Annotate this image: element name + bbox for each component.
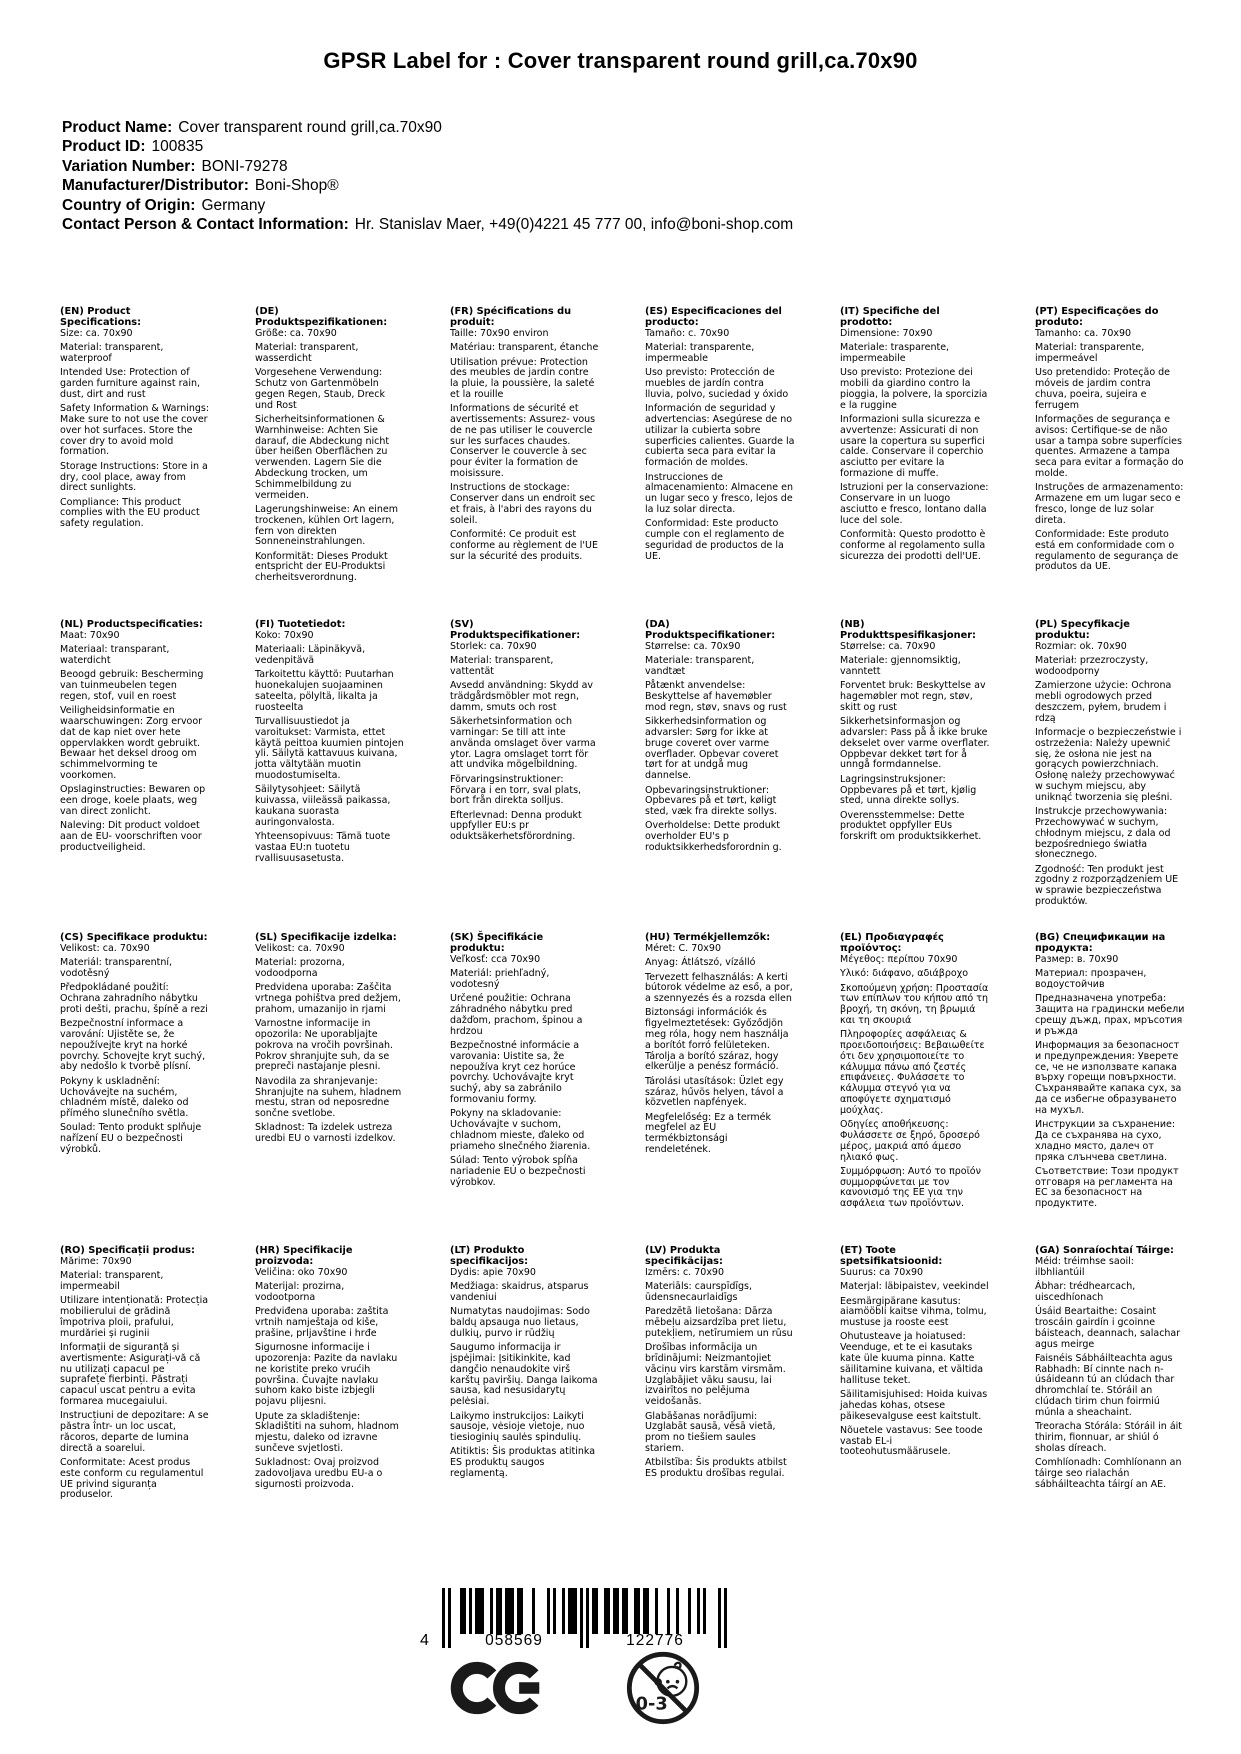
- spec-paragraph: Bezpečnostné informácie a varovania: Uistite sa, že nepoužíva kryt cez horúce povrchy. Uchovávajte kryt suchý, aby sa zabránilo formovaniu formy.: [450, 1040, 580, 1106]
- manufacturer-value: Boni-Shop®: [254, 177, 339, 195]
- spec-paragraph: Atbilstība: Šis produkts atbilst ES produktu drošības regulai.: [645, 1457, 787, 1480]
- country-of-origin-label: Country of Origin:: [62, 196, 196, 214]
- spec-paragraph: Sigurnosne informacije i upozorenja: Pazite da navlaku ne koristite preko vrućih površina. Čuvajte navlaku suhom kako biste izbjegli pojavu plijesni.: [255, 1342, 398, 1408]
- spec-paragraph: Información de seguridad y advertencias: Asegúrese de no utilizar la cubierta sobre superficies calientes. Guarde la cubierta seca para evitar la formación de moldes.: [645, 403, 795, 469]
- spec-paragraph: Informações de segurança e avisos: Certifique-se de não usar a tampa sobre superfícies quentes. Armazene a tampa seca para evitar a formação do molde.: [1035, 414, 1184, 480]
- spec-heading-fi: (FI) Tuotetiedot:: [255, 619, 346, 630]
- age-warning-text: 0-3: [635, 1694, 668, 1715]
- spec-block-el: [840, 932, 990, 1245]
- spec-paragraph: Tamaño: c. 70x90: [645, 328, 730, 339]
- spec-paragraph: Sikkerhetsinformasjon og advarsler: Pass på å ikke bruke dekselet over varme overflater. Oppbevar dekket tørt for å unngå formdannelse.: [840, 716, 990, 771]
- spec-heading-hr: (HR) Specifikacije proizvoda:: [255, 1245, 353, 1267]
- spec-paragraph: Conformidad: Este producto cumple con el reglamento de seguridad de productos de la UE.: [645, 518, 785, 562]
- spec-paragraph: Laikymo instrukcijos: Laikyti sausoje, vėsioje vietoje, nuo tiesioginių saulės spindulių.: [450, 1410, 585, 1444]
- spec-paragraph: Medžiaga: skaidrus, atsparus vandeniui: [450, 1281, 589, 1304]
- product-id-value: 100835: [151, 138, 204, 156]
- spec-paragraph: Инструкции за съхранение: Да се съхранява на сухо, хладно място, далеч от пряка слънчева светлина.: [1035, 1119, 1176, 1163]
- country-of-origin-line: [62, 196, 793, 215]
- spec-paragraph: Μέγεθος: περίπου 70x90: [840, 954, 958, 965]
- spec-paragraph: Forventet bruk: Beskyttelse av hagemøbler mot regn, støv, skitt og rust: [840, 680, 986, 713]
- spec-paragraph: Dydis: apie 70x90: [450, 1267, 536, 1278]
- spec-heading-en: (EN) Product Specifications:: [60, 306, 142, 328]
- spec-heading-et: (ET) Toote spetsifikatsioonid:: [840, 1245, 943, 1267]
- spec-paragraph: Uso previsto: Protección de muebles de jardín contra lluvia, polvo, suciedad y óxido: [645, 367, 789, 400]
- spec-block-lt: [450, 1245, 600, 1558]
- spec-block-nl: [60, 619, 210, 932]
- spec-paragraph: Nõuetele vastavus: See toode vastab EL-i tooteohutusmäärusele.: [840, 1424, 983, 1458]
- spec-paragraph: Efterlevnad: Denna produkt uppfyller EU:s pr oduktsäkerhetsförordning.: [450, 809, 582, 843]
- spec-paragraph: Comhlíonadh: Comhlíonann an táirge seo rialachán sábháilteachta táirgí an AE.: [1035, 1457, 1182, 1490]
- spec-paragraph: Instruções de armazenamento: Armazene em um lugar seco e fresco, longe de luz solar direta.: [1035, 482, 1184, 526]
- spec-paragraph: Faisnéis Sábháilteachta agus Rabhadh: Bí cinnte nach n-úsáideann tú an clúdach thar dhromchlaí te. Stóráil an clúdach tirim chun foirmiú múnla a sheachaint.: [1035, 1352, 1175, 1418]
- spec-heading-hu: (HU) Termékjellemzők:: [645, 932, 771, 943]
- spec-paragraph: Informații de siguranță și avertismente: Asigurați-vă că nu utilizați capacul pe suprafețe fierbinți. Păstrați capacul uscat pentru a evita formarea mucegaiului.: [60, 1342, 201, 1408]
- spec-paragraph: Conformità: Questo prodotto è conforme al regolamento sulla sicurezza dei prodotti dell'UE.: [840, 529, 986, 562]
- spec-block-lv: [645, 1245, 795, 1558]
- spec-paragraph: Anyag: Átlátszó, vízálló: [645, 957, 756, 969]
- spec-paragraph: Säilitamisjuhised: Hoida kuivas jahedas kohas, otsese päikesevalguse eest kaitstult.: [840, 1388, 988, 1422]
- ean13-barcode: [420, 1588, 730, 1654]
- spec-paragraph: Určené použitie: Ochrana záhradného nábytku pred dažďom, prachom, špinou a hrdzou: [450, 993, 583, 1037]
- product-name-value: Cover transparent round grill,ca.70x90: [178, 119, 442, 136]
- spec-heading-sv: (SV) Produktspecifikationer:: [450, 619, 581, 641]
- spec-paragraph: Sukladnost: Ovaj proizvod zadovoljava uredbu EU-a o sigurnosti proizvoda.: [255, 1457, 383, 1490]
- spec-paragraph: Instrucțiuni de depozitare: A se păstra într- un loc uscat, răcoros, departe de lumina directă a soarelui.: [60, 1410, 209, 1454]
- spec-block-it: [840, 306, 990, 619]
- spec-heading-cs: (CS) Specifikace produktu:: [60, 932, 208, 943]
- spec-paragraph: Overensstemmelse: Dette produktet oppfyller EUs forskrift om produktsikkerhet.: [840, 809, 982, 843]
- spec-block-en: [60, 306, 210, 619]
- age-warning-0-3-icon: [626, 1651, 700, 1725]
- variation-number-value: BONI-79278: [201, 157, 288, 175]
- spec-block-cs: [60, 932, 210, 1245]
- spec-paragraph: Paredzētā lietošana: Dārza mēbeļu aizsardzība pret lietu, putekļiem, netīrumiem un rūsu: [645, 1306, 793, 1339]
- country-of-origin-value: Germany: [201, 196, 266, 214]
- spec-paragraph: Uso previsto: Protezione dei mobili da giardino contro la pioggia, la polvere, la sporcizia e la ruggine: [840, 367, 988, 411]
- spec-paragraph: Intended Use: Protection of garden furniture against rain, dust, dirt and rust: [60, 367, 201, 400]
- spec-paragraph: Mărime: 70x90: [60, 1256, 132, 1267]
- spec-heading-it: (IT) Specifiche del prodotto:: [840, 306, 940, 328]
- spec-paragraph: Méid: tréimhse saoil: ilbhliantúil: [1035, 1256, 1134, 1278]
- ce-mark-icon: [450, 1660, 546, 1716]
- spec-paragraph: Izmērs: c. 70x90: [645, 1267, 725, 1278]
- spec-block-sk: [450, 932, 600, 1245]
- spec-paragraph: Conformitate: Acest produs este conform cu regulamentul UE privind siguranța produselor.: [60, 1457, 204, 1501]
- spec-block-bg: [1035, 932, 1185, 1245]
- spec-paragraph: Eesmärgipärane kasutus: aiamööbli kaitse vihma, tolmu, mustuse ja rooste eest: [840, 1295, 987, 1329]
- spec-block-fr: [450, 306, 600, 619]
- spec-paragraph: Materiale: gjennomsiktig, vanntett: [840, 655, 961, 678]
- spec-paragraph: Biztonsági információk és figyelmeztetések: Győződjön meg róla, hogy nem használja a borítót forró felületeken. Tárolja a borító száraz, hogy elkerülje a penész formáció.: [645, 1007, 789, 1073]
- spec-paragraph: Pokyny k uskladnění: Uchovávejte na suchém, chladném místě, daleko od přímého slunečního světla.: [60, 1075, 189, 1120]
- spec-paragraph: Overholdelse: Dette produkt overholder EU's p roduktsikkerhedsforordnin g.: [645, 820, 782, 854]
- spec-paragraph: Größe: ca. 70x90: [255, 328, 337, 339]
- spec-block-es: [645, 306, 795, 619]
- spec-paragraph: Материал: прозрачен, водоустойчив: [1035, 968, 1147, 991]
- spec-paragraph: Opslaginstructies: Bewaren op een droge, koele plaats, weg van direct zonlicht.: [60, 784, 206, 817]
- spec-paragraph: Υλικό: διάφανο, αδιάβροχο: [840, 968, 969, 980]
- spec-heading-sl: (SL) Specifikacije izdelka:: [255, 932, 397, 943]
- spec-block-hu: [645, 932, 795, 1245]
- spec-paragraph: Ohutusteave ja hoiatused: Veenduge, et te ei kasutaks kate üle kuuma pinna. Katte säilitamine kuivana, et vältida hallituse teket.: [840, 1331, 984, 1386]
- spec-paragraph: Предназначена употреба: Защита на градински мебели срещу дъжд, прах, мръсотия и ръжда: [1035, 993, 1185, 1037]
- spec-paragraph: Materjal: läbipaistev, veekindel: [840, 1281, 989, 1293]
- spec-paragraph: Instrukcje przechowywania: Przechowywać w suchym, chłodnym miejscu, z dala od bezpośredniego światła słonecznego.: [1035, 806, 1171, 861]
- contact-value: Hr. Stanislav Maer, +49(0)4221 45 777 00, info@boni-shop.com: [354, 216, 794, 234]
- spec-paragraph: Størrelse: ca. 70x90: [645, 641, 741, 652]
- spec-paragraph: Megfelelőség: Ez a termék megfelel az EU termékbiztonsági rendeletének.: [645, 1111, 772, 1156]
- spec-paragraph: Dimensione: 70x90: [840, 328, 933, 339]
- spec-paragraph: Informations de sécurité et avertissements: Assurez- vous de ne pas utiliser le couvercle sur les surfaces chaudes. Conserver le couvercle à sec pour éviter la formation de moisissure.: [450, 403, 596, 480]
- spec-paragraph: Material: prozorna, vodoodporna: [255, 957, 345, 980]
- spec-heading-de: (DE) Produktspezifikationen:: [255, 306, 388, 328]
- barcode-lead-digit: 4: [420, 1632, 429, 1649]
- product-name-line: [62, 118, 793, 137]
- spec-paragraph: Předpokládané použití: Ochrana zahradního nábytku proti dešti, prachu, špíně a rezi: [60, 982, 208, 1015]
- spec-paragraph: Conformité: Ce produit est conforme au règlement de l'UE sur la sécurité des produits.: [450, 529, 598, 562]
- contact-label: Contact Person & Contact Information:: [62, 216, 349, 234]
- spec-paragraph: Utilizare intenționată: Protecția mobilierului de grădină împotriva ploii, prafului, murdăriei și ruginii: [60, 1295, 209, 1339]
- spec-paragraph: Méret: C. 70x90: [645, 943, 721, 954]
- spec-paragraph: Påtænkt anvendelse: Beskyttelse af havemøbler mod regn, støv, snavs og rust: [645, 680, 787, 713]
- spec-paragraph: Storlek: ca. 70x90: [450, 641, 537, 652]
- spec-block-da: [645, 619, 795, 932]
- spec-paragraph: Koko: 70x90: [255, 630, 314, 641]
- spec-grid: [60, 306, 1185, 1558]
- spec-paragraph: Materiál: transparentní, vodotěsný: [60, 957, 173, 980]
- spec-paragraph: Drošības informācija un brīdinājumi: Neizmantojiet vāciņu virs karstām virsmām. Uzglabājiet vāku sausu, lai izvairītos no pelējuma veidošanās.: [645, 1342, 786, 1408]
- manufacturer-label: Manufacturer/Distributor:: [62, 177, 249, 195]
- spec-heading-ga: (GA) Sonraíochtaí Táirge:: [1035, 1245, 1174, 1256]
- spec-heading-fr: (FR) Spécifications du produit:: [450, 306, 572, 328]
- spec-paragraph: Size: ca. 70x90: [60, 328, 133, 339]
- spec-paragraph: Uso pretendido: Proteção de móveis de jardim contra chuva, poeira, sujeira e ferrugem: [1035, 367, 1171, 411]
- spec-paragraph: Atitiktis: Šis produktas atitinka ES produktų saugos reglamentą.: [450, 1446, 596, 1480]
- spec-paragraph: Predviđena uporaba: zaštita vrtnih namještaja od kiše, prašine, prljavštine i hrđe: [255, 1306, 389, 1339]
- spec-paragraph: Pokyny na skladovanie: Uchovávajte v suchom, chladnom mieste, ďaleko od priameho slnečného žiarenia.: [450, 1108, 591, 1152]
- variation-number-label: Variation Number:: [62, 157, 196, 175]
- spec-paragraph: Instrucciones de almacenamiento: Almacene en un lugar seco y fresco, lejos de la luz solar directa.: [645, 471, 793, 515]
- spec-block-sv: [450, 619, 600, 932]
- spec-block-nb: [840, 619, 990, 932]
- spec-paragraph: Lagringsinstruksjoner: Oppbevares på et tørt, kjølig sted, unna direkte sollys.: [840, 773, 977, 807]
- spec-paragraph: Materiale: trasparente, impermeabile: [840, 342, 950, 365]
- contact-line: [62, 215, 793, 234]
- product-id-line: [62, 137, 793, 156]
- spec-paragraph: Bezpečnostní informace a varování: Ujistěte se, že nepoužívejte kryt na horké povrchy. Schovejte kryt suchý, aby nedošlo k tvorbě plísní.: [60, 1018, 206, 1073]
- spec-paragraph: Lagerungshinweise: An einem trockenen, kühlen Ort lagern, fern von direkten Sonneneinstrahlungen.: [255, 503, 399, 548]
- spec-paragraph: Predvidena uporaba: Zaščita vrtnega pohištva pred dežjem, prahom, umazanijo in rjami: [255, 982, 401, 1015]
- spec-paragraph: Informazioni sulla sicurezza e avvertenze: Assicurati di non usare la copertura su superfici calde. Conservare il coperchio asciutto per evitare la formazione di muffe.: [840, 414, 985, 480]
- spec-paragraph: Veiligheidsinformatie en waarschuwingen: Zorg ervoor dat de kap niet over hete oppervlakken wordt gebruikt. Bewaar het deksel droog om schimmelvorming te voorkomen.: [60, 705, 203, 782]
- product-id-label: Product ID:: [62, 138, 146, 156]
- spec-paragraph: Numatytas naudojimas: Sodo baldų apsauga nuo lietaus, dulkių, purvo ir rūdžių: [450, 1306, 590, 1339]
- spec-paragraph: Utilisation prévue: Protection des meubles de jardin contre la pluie, la poussière, la saleté et la rouille: [450, 356, 595, 400]
- spec-paragraph: Opbevaringsinstruktioner: Opbevares på et tørt, køligt sted, væk fra direkte sollys.: [645, 784, 778, 818]
- spec-paragraph: Zgodność: Ten produkt jest zgodny z rozporządzeniem UE w sprawie bezpieczeństwa produktów.: [1035, 863, 1179, 908]
- barcode-digits-right: 122776: [626, 1632, 684, 1649]
- spec-paragraph: Material: transparent, wasserdicht: [255, 342, 359, 365]
- manufacturer-line: [62, 176, 793, 195]
- spec-paragraph: Veličina: oko 70x90: [255, 1267, 348, 1278]
- spec-block-de: [255, 306, 405, 619]
- spec-paragraph: Storage Instructions: Store in a dry, cool place, away from direct sunlights.: [60, 460, 208, 494]
- spec-paragraph: Naleving: Dit product voldoet aan de EU- voorschriften voor productveiligheid.: [60, 820, 202, 853]
- spec-paragraph: Информация за безопасност и предупреждения: Уверете се, че не използвате капака върху горещи повърхности. Съхранявайте капака сух, за да се избегне образуването на мухъл.: [1035, 1040, 1182, 1116]
- spec-paragraph: Taille: 70x90 environ: [450, 328, 549, 339]
- spec-paragraph: Sicherheitsinformationen & Warnhinweise: Achten Sie darauf, die Abdeckung nicht über heißen Oberflächen zu verwenden. Lagern Sie die Abdeckung trocken, um Schimmelbildung zu vermeiden.: [255, 414, 390, 501]
- spec-paragraph: Materiał: przezroczysty, wodoodporny: [1035, 655, 1149, 678]
- spec-paragraph: Säkerhetsinformation och varningar: Se till att inte använda omslaget över varma ytor. Lagra omslaget torrt för att undvika mögelbildning.: [450, 716, 596, 771]
- spec-paragraph: Størrelse: ca. 70x90: [840, 641, 936, 652]
- spec-paragraph: Materijal: prozirna, vodootporna: [255, 1281, 345, 1304]
- spec-paragraph: Material: transparent, waterproof: [60, 342, 164, 365]
- spec-paragraph: Materiale: transparent, vandtæt: [645, 655, 755, 678]
- barcode-digits-left: 058569: [485, 1632, 543, 1649]
- spec-block-sl: [255, 932, 405, 1245]
- spec-paragraph: Съответствие: Този продукт отговаря на регламента на ЕС за безопасност на продуктите.: [1035, 1165, 1179, 1210]
- spec-paragraph: Rozmiar: ok. 70x90: [1035, 641, 1127, 652]
- spec-paragraph: Material: transparent, vattentät: [450, 655, 554, 678]
- spec-block-ro: [60, 1245, 210, 1558]
- spec-heading-pt: (PT) Especificações do produto:: [1035, 306, 1159, 328]
- spec-paragraph: Matériau: transparent, étanche: [450, 342, 599, 354]
- spec-block-pt: [1035, 306, 1185, 619]
- spec-paragraph: Material: transparente, impermeável: [1035, 342, 1145, 365]
- spec-heading-es: (ES) Especificaciones del producto:: [645, 306, 782, 328]
- spec-block-pl: [1035, 619, 1185, 932]
- spec-paragraph: Materiāls: caurspīdīgs, ūdensnecaurlaidīgs: [645, 1281, 753, 1304]
- spec-paragraph: Material: transparente, impermeable: [645, 342, 755, 365]
- spec-paragraph: Treoracha Stórála: Stóráil in áit thirim, fionnuar, ar shiúl ó sholas díreach.: [1035, 1421, 1183, 1454]
- spec-paragraph: Tarkoitettu käyttö: Puutarhan huonekalujen suojaaminen sateelta, pölyltä, likalta ja ruosteelta: [255, 669, 394, 713]
- spec-paragraph: Skladnost: Ta izdelek ustreza uredbi EU o varnosti izdelkov.: [255, 1122, 396, 1145]
- spec-paragraph: Saugumo informacija ir įspėjimai: Įsitikinkite, kad dangčio nenaudokite virš karštų paviršių. Danga laikoma sausa, kad nesusidarytų pelėsiai.: [450, 1342, 598, 1408]
- spec-paragraph: Súlad: Tento výrobok spĺňa nariadenie EÚ o bezpečnosti výrobkov.: [450, 1155, 586, 1188]
- spec-heading-da: (DA) Produktspecifikationer:: [645, 619, 776, 641]
- spec-paragraph: Tervezett felhasználás: A kerti bútorok védelme az eső, a por, a szennyezés és a rozsda ellen: [645, 971, 793, 1005]
- spec-paragraph: Säilytysohjeet: Säilytä kuivassa, viileässä paikassa, kaukana suorasta auringonvalosta.: [255, 784, 391, 828]
- spec-paragraph: Zamierzone użycie: Ochrona mebli ogrodowych przed deszczem, pyłem, brudem i rdzą: [1035, 680, 1172, 724]
- spec-block-hr: [255, 1245, 405, 1558]
- spec-paragraph: Soulad: Tento produkt splňuje nařízení EU o bezpečnosti výrobků.: [60, 1122, 202, 1156]
- spec-paragraph: Yhteensopivuus: Tämä tuote vastaa EU:n tuotetu rvallisuusasetusta.: [255, 831, 391, 864]
- spec-paragraph: Σκοπούμενη χρήση: Προστασία των επίπλων του κήπου από τη βροχή, τη σκόνη, τη βρωμιά και τη σκουριά: [840, 982, 989, 1026]
- spec-paragraph: Avsedd användning: Skydd av trädgårdsmöbler mot regn, damm, smuts och rost: [450, 680, 594, 713]
- spec-paragraph: Upute za skladištenje: Skladištiti na suhom, hladnom mjestu, daleko od izravne sunčeve svjetlosti.: [255, 1410, 399, 1454]
- spec-heading-bg: (BG) Спецификации на продукта:: [1035, 932, 1166, 954]
- spec-paragraph: Materiaal: transparant, waterdicht: [60, 644, 170, 667]
- spec-paragraph: Glabāšanas norādījumi: Uzglabāt sausā, vēsā vietā, prom no tiešiem saules stariem.: [645, 1410, 776, 1454]
- spec-paragraph: Vorgesehene Verwendung: Schutz von Gartenmöbeln gegen Regen, Staub, Dreck und Rost: [255, 367, 385, 411]
- page-title: GPSR Label for : Cover transparent round grill,ca.70x90: [323, 48, 918, 73]
- spec-paragraph: Varnostne informacije in opozorila: Ne uporabljajte pokrova na vročih površinah. Pokrov shranjujte suh, da se prepreči nastajanje plesni.: [255, 1018, 394, 1073]
- spec-block-fi: [255, 619, 405, 932]
- spec-paragraph: Informacje o bezpieczeństwie i ostrzeżenia: Należy upewnić się, że osłona nie jest na gorących powierzchniach. Osłonę należy przechowywać w suchym miejscu, aby uniknąć tworzenia się pleśni.: [1035, 727, 1182, 803]
- spec-heading-lt: (LT) Produkto specifikacijos:: [450, 1245, 529, 1267]
- spec-paragraph: Πληροφορίες ασφάλειας & προειδοποιήσεις: Βεβαιωθείτε ότι δεν χρησιμοποιείτε το κάλυμμα πάνω από ζεστές επιφάνειες. Φυλάσσετε το κάλυμμα στεγνό για να αποφύγετε σχηματισμό μούχλας.: [840, 1029, 985, 1116]
- spec-paragraph: Συμμόρφωση: Αυτό το προϊόν συμμορφώνεται με τον κανονισμό της ΕΕ για την ασφάλεια των προϊόντων.: [840, 1165, 981, 1210]
- spec-paragraph: Förvaringsinstruktioner: Förvara i en torr, sval plats, bort från direkta solljus.: [450, 773, 582, 807]
- spec-paragraph: Tárolási utasítások: Üzlet egy száraz, hűvös helyen, távol a közvetlen napfények.: [645, 1075, 784, 1109]
- spec-heading-ro: (RO) Specificații produs:: [60, 1245, 195, 1256]
- spec-heading-nb: (NB) Produkttspesifikasjoner:: [840, 619, 976, 641]
- spec-paragraph: Materiaali: Läpinäkyvä, vedenpitävä: [255, 644, 366, 667]
- variation-number-line: [62, 157, 793, 176]
- spec-heading-pl: (PL) Specyfikacje produktu:: [1035, 619, 1130, 641]
- spec-heading-el: (EL) Προδιαγραφές προϊόντος:: [840, 932, 944, 954]
- spec-paragraph: Ábhar: trédhearcach, uiscedhíonach: [1035, 1281, 1136, 1303]
- spec-paragraph: Suurus: ca 70x90: [840, 1267, 924, 1278]
- spec-paragraph: Размер: в. 70x90: [1035, 954, 1119, 965]
- spec-paragraph: Οδηγίες αποθήκευσης: Φυλάσσετε σε ξηρό, δροσερό μέρος, μακριά από άμεσο ηλιακό φως.: [840, 1119, 980, 1163]
- spec-paragraph: Instructions de stockage: Conserver dans un endroit sec et frais, à l'abri des rayons du soleil.: [450, 482, 596, 526]
- spec-paragraph: Konformität: Dieses Produkt entspricht der EU-Produktsi cherheitsverordnung.: [255, 550, 388, 584]
- spec-paragraph: Beoogd gebruik: Bescherming van tuinmeubelen tegen regen, stof, vuil en roest: [60, 669, 204, 702]
- spec-heading-lv: (LV) Produkta specifikācijas:: [645, 1245, 723, 1267]
- spec-paragraph: Istruzioni per la conservazione: Conservare in un luogo asciutto e fresco, lontano dalla luce del sole.: [840, 482, 989, 526]
- spec-paragraph: Navodila za shranjevanje: Shranjujte na suhem, hladnem mestu, stran od neposredne sončne svetlobe.: [255, 1075, 402, 1120]
- spec-paragraph: Maat: 70x90: [60, 630, 120, 641]
- spec-paragraph: Safety Information & Warnings: Make sure to not use the cover over hot surfaces. Store the cover dry to avoid mold formation.: [60, 403, 210, 458]
- spec-paragraph: Material: transparent, impermeabil: [60, 1270, 164, 1293]
- product-name-label: Product Name:: [62, 119, 173, 136]
- spec-paragraph: Compliance: This product complies with the EU product safety regulation.: [60, 496, 200, 530]
- spec-paragraph: Materiál: priehľadný, vodotesný: [450, 968, 550, 991]
- spec-paragraph: Conformidade: Este produto está em conformidade com o regulamento de segurança de produtos da UE.: [1035, 529, 1179, 573]
- spec-paragraph: Velikost: ca. 70x90: [255, 943, 345, 954]
- product-info: [62, 118, 793, 234]
- spec-paragraph: Sikkerhedsinformation og advarsler: Sørg for ikke at bruge coveret over varme overflader. Opbevar coveret tørt for at undgå mug dannelse.: [645, 716, 779, 782]
- spec-paragraph: Velikost: ca. 70x90: [60, 943, 150, 954]
- spec-heading-sk: (SK) Špecifikácie produktu:: [450, 932, 544, 954]
- spec-paragraph: Úsáid Beartaithe: Cosaint troscáin gairdín i gcoinne báisteach, deannach, salachar agus meirge: [1035, 1306, 1181, 1350]
- spec-paragraph: Veľkosť: cca 70x90: [450, 954, 541, 965]
- spec-block-et: [840, 1245, 990, 1558]
- spec-block-ga: [1035, 1245, 1185, 1558]
- spec-heading-nl: (NL) Productspecificaties:: [60, 619, 203, 630]
- spec-paragraph: Turvallisuustiedot ja varoitukset: Varmista, ettet käytä peittoa kuumien pintojen yli. Säilytä kattavuus kuivana, jotta vältytään muotin muodostumiselta.: [255, 716, 404, 782]
- spec-paragraph: Tamanho: ca. 70x90: [1035, 328, 1132, 339]
